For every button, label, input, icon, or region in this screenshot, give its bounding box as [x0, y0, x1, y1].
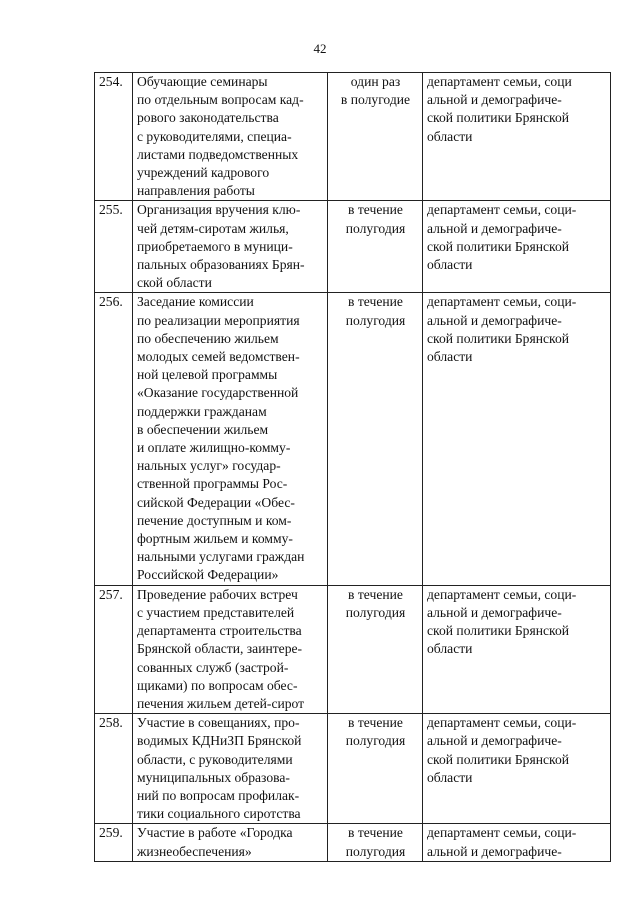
term-line: в течение	[348, 715, 403, 731]
event-line: тики социального сиротства	[137, 806, 301, 822]
row-number-cell	[95, 824, 133, 861]
event-line: ской области	[137, 275, 212, 291]
table-row	[95, 824, 611, 861]
event-line: щиками) по вопросам обес-	[137, 677, 298, 693]
department-line: ской политики Брянской	[427, 330, 570, 346]
event-line: с руководителями, специа-	[137, 128, 292, 144]
event-line: Обучающие семинары	[137, 74, 268, 89]
term-line: полугодия	[345, 604, 406, 620]
department-line: альной и демографиче-	[427, 733, 562, 749]
department-line: области	[427, 769, 473, 785]
event-cell	[133, 201, 328, 293]
term-line: в полугодие	[340, 92, 411, 108]
table-row	[95, 201, 611, 293]
event-line: Участие в работе «Городка	[137, 825, 293, 841]
event-line: печения жильем детей-сирот	[137, 695, 305, 711]
department-line: департамент семьи, соци-	[427, 825, 577, 841]
event-line: Организация вручения клю-	[137, 202, 301, 218]
table-row	[95, 714, 611, 824]
event-line: и оплате жилищно-комму-	[137, 440, 291, 456]
event-line: нальных услуг» государ-	[137, 458, 281, 474]
event-cell	[133, 585, 328, 713]
event-plan-table	[94, 72, 611, 862]
department-cell	[423, 201, 611, 293]
event-line: нальными услугами граждан	[137, 549, 305, 565]
row-number: 257.	[99, 586, 123, 602]
event-line: ной целевой программы	[137, 367, 278, 383]
department-line: ской политики Брянской	[427, 623, 570, 639]
event-line: ственной программы Рос-	[137, 476, 288, 492]
department-line: департамент семьи, соци-	[427, 715, 577, 731]
table-row	[95, 585, 611, 713]
row-number-cell	[95, 201, 133, 293]
event-line: поддержки гражданам	[137, 403, 267, 419]
event-line: учреждений кадрового	[137, 165, 270, 181]
event-line: приобретаемого в муници-	[137, 238, 293, 254]
row-number: 258.	[99, 715, 123, 731]
department-line: области	[427, 257, 473, 273]
event-line: муниципальных образова-	[137, 769, 290, 785]
event-line: Российской Федерации»	[137, 567, 279, 583]
event-line: в обеспечении жильем	[137, 421, 269, 437]
department-line: ской политики Брянской	[427, 751, 570, 767]
table-row	[95, 73, 611, 201]
row-number-cell	[95, 73, 133, 201]
department-cell	[423, 585, 611, 713]
department-line: департамент семьи, соци-	[427, 294, 577, 310]
event-line: области, с руководителями	[137, 751, 293, 767]
event-line: фортным жильем и комму-	[137, 531, 293, 547]
department-line: ской политики Брянской	[427, 110, 570, 126]
table-row	[95, 293, 611, 585]
event-line: департамента строительства	[137, 623, 302, 639]
event-cell	[133, 73, 328, 201]
row-number-cell	[95, 585, 133, 713]
term-line: в течение	[348, 202, 403, 218]
row-number: 254.	[99, 74, 123, 89]
term-cell	[328, 714, 423, 824]
department-cell	[423, 824, 611, 861]
event-line: «Оказание государственной	[137, 385, 299, 401]
department-line: области	[427, 128, 473, 144]
event-line: сованных служб (застрой-	[137, 659, 289, 675]
event-line: рового законодательства	[137, 110, 279, 126]
event-cell	[133, 824, 328, 861]
event-line: Заседание комиссии	[137, 294, 254, 310]
term-cell	[328, 585, 423, 713]
event-line: Проведение рабочих встреч	[137, 586, 298, 602]
department-line: альной и демографиче-	[427, 312, 562, 328]
department-line: департамент семьи, соци-	[427, 202, 577, 218]
event-line: печение доступным и ком-	[137, 512, 292, 528]
department-line: департамент семьи, соци-	[427, 586, 577, 602]
term-line: полугодия	[345, 312, 406, 328]
row-number: 259.	[99, 825, 123, 841]
term-cell	[328, 293, 423, 585]
department-line: области	[427, 349, 473, 365]
event-line: по обеспечению жильем	[137, 330, 279, 346]
event-line: листами подведомственных	[137, 146, 299, 162]
event-line: Брянской области, заинтере-	[137, 641, 303, 657]
term-line: в течение	[348, 294, 403, 310]
department-line: альной и демографиче-	[427, 843, 562, 859]
event-line: с участием представителей	[137, 604, 295, 620]
event-line: жизнеобеспечения»	[137, 843, 252, 859]
row-number-cell	[95, 293, 133, 585]
department-cell	[423, 714, 611, 824]
department-line: ской политики Брянской	[427, 238, 570, 254]
row-number: 255.	[99, 202, 123, 218]
page-number: 42	[313, 41, 327, 56]
event-line: пальных образованиях Брян-	[137, 257, 305, 273]
term-cell	[328, 73, 423, 201]
event-line: по реализации мероприятия	[137, 312, 300, 328]
term-line: полугодия	[345, 733, 406, 749]
event-cell	[133, 714, 328, 824]
term-line: один раз	[350, 74, 401, 89]
event-cell	[133, 293, 328, 585]
event-line: по отдельным вопросам кад-	[137, 92, 304, 108]
row-number-cell	[95, 714, 133, 824]
department-line: альной и демографиче-	[427, 220, 562, 236]
event-line: чей детям-сиротам жилья,	[137, 220, 289, 236]
term-line: полугодия	[345, 220, 406, 236]
term-line: полугодия	[345, 843, 406, 859]
department-line: департамент семьи, соци	[427, 74, 572, 89]
term-line: в течение	[348, 825, 403, 841]
row-number: 256.	[99, 294, 123, 310]
term-cell	[328, 824, 423, 861]
event-line: ний по вопросам профилак-	[137, 787, 300, 803]
term-cell	[328, 201, 423, 293]
event-line: водимых КДНиЗП Брянской	[137, 733, 302, 749]
department-line: альной и демографиче-	[427, 604, 562, 620]
event-line: сийской Федерации «Обес-	[137, 494, 295, 510]
department-line: альной и демографиче-	[427, 92, 562, 108]
event-line: Участие в совещаниях, про-	[137, 715, 300, 731]
event-line: направления работы	[137, 183, 255, 199]
department-cell	[423, 73, 611, 201]
table-body	[95, 73, 611, 862]
event-line: молодых семей ведомствен-	[137, 349, 300, 365]
department-cell	[423, 293, 611, 585]
department-line: области	[427, 641, 473, 657]
term-line: в течение	[348, 586, 403, 602]
